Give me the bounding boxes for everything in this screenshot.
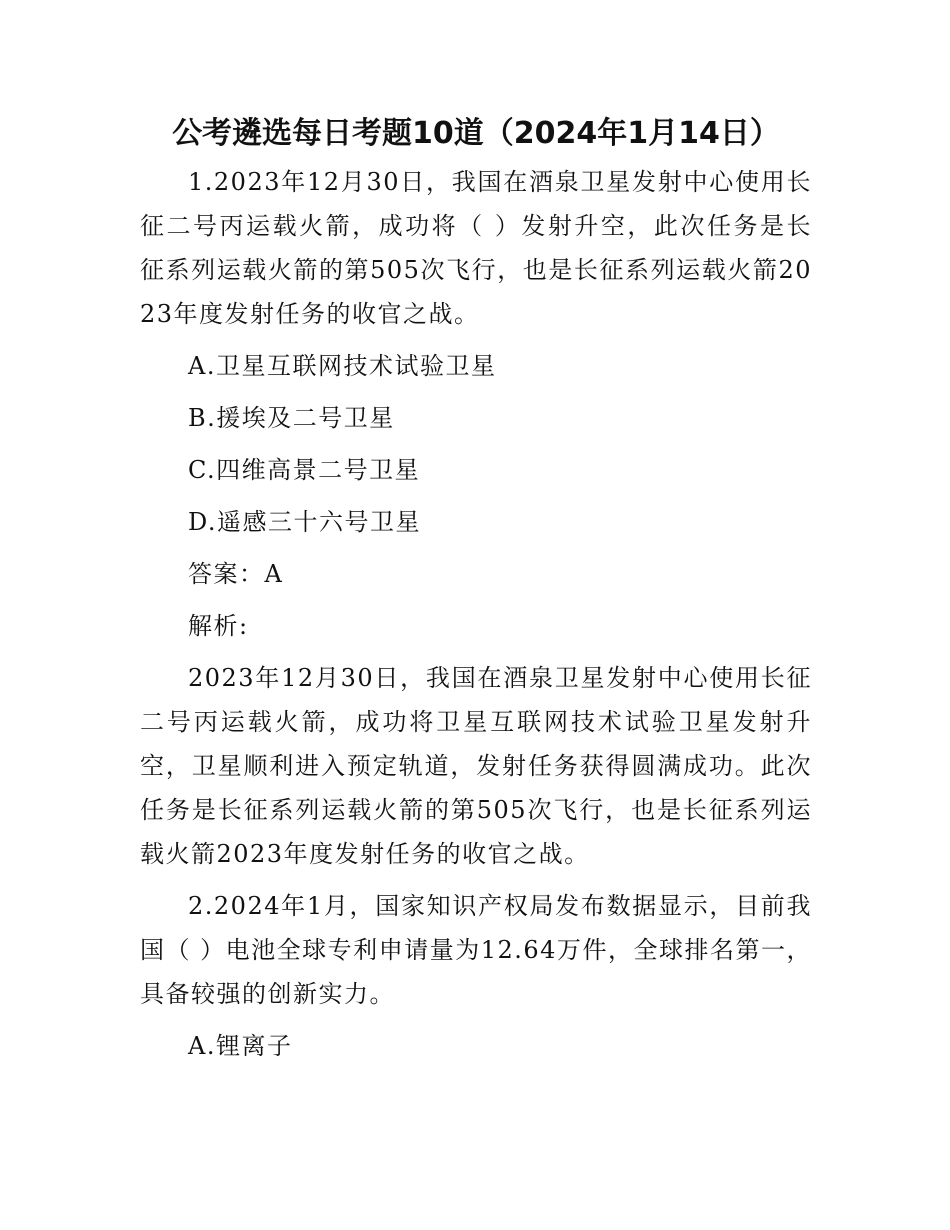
- question-2-text: 2.2024年1月，国家知识产权局发布数据显示，目前我国（ ）电池全球专利申请量为12.64万件，全球排名第一，具备较强的创新实力。: [140, 892, 812, 1008]
- question-2-option-a: A.锂离子: [188, 1032, 293, 1060]
- document-title: 公考遴选每日考题10道（2024年1月14日）: [172, 116, 780, 151]
- document-page: [140, 112, 812, 1076]
- question-1-option-a: A.卫星互联网技术试验卫星: [188, 352, 497, 380]
- question-1-analysis-label: 解析:: [188, 612, 249, 640]
- answer-value: A: [264, 560, 284, 588]
- question-1-answer: [140, 552, 812, 596]
- answer-label: 答案：: [188, 560, 265, 588]
- question-1-option-b: B.援埃及二号卫星: [188, 404, 395, 432]
- question-1-option-c: C.四维高景二号卫星: [188, 456, 421, 484]
- question-1-text: 1.2023年12月30日，我国在酒泉卫星发射中心使用长征二号丙运载火箭，成功将（ ）发射升空，此次任务是长征系列运载火箭的第505次飞行，也是长征系列运载火箭2023年度发射任务的收官之战。: [140, 168, 812, 328]
- question-1-analysis-text: 2023年12月30日，我国在酒泉卫星发射中心使用长征二号丙运载火箭，成功将卫星互联网技术试验卫星发射升空，卫星顺利进入预定轨道，发射任务获得圆满成功。此次任务是长征系列运载火箭的第505次飞行，也是长征系列运载火箭2023年度发射任务的收官之战。: [140, 664, 812, 868]
- question-1-option-d: D.遥感三十六号卫星: [188, 508, 422, 536]
